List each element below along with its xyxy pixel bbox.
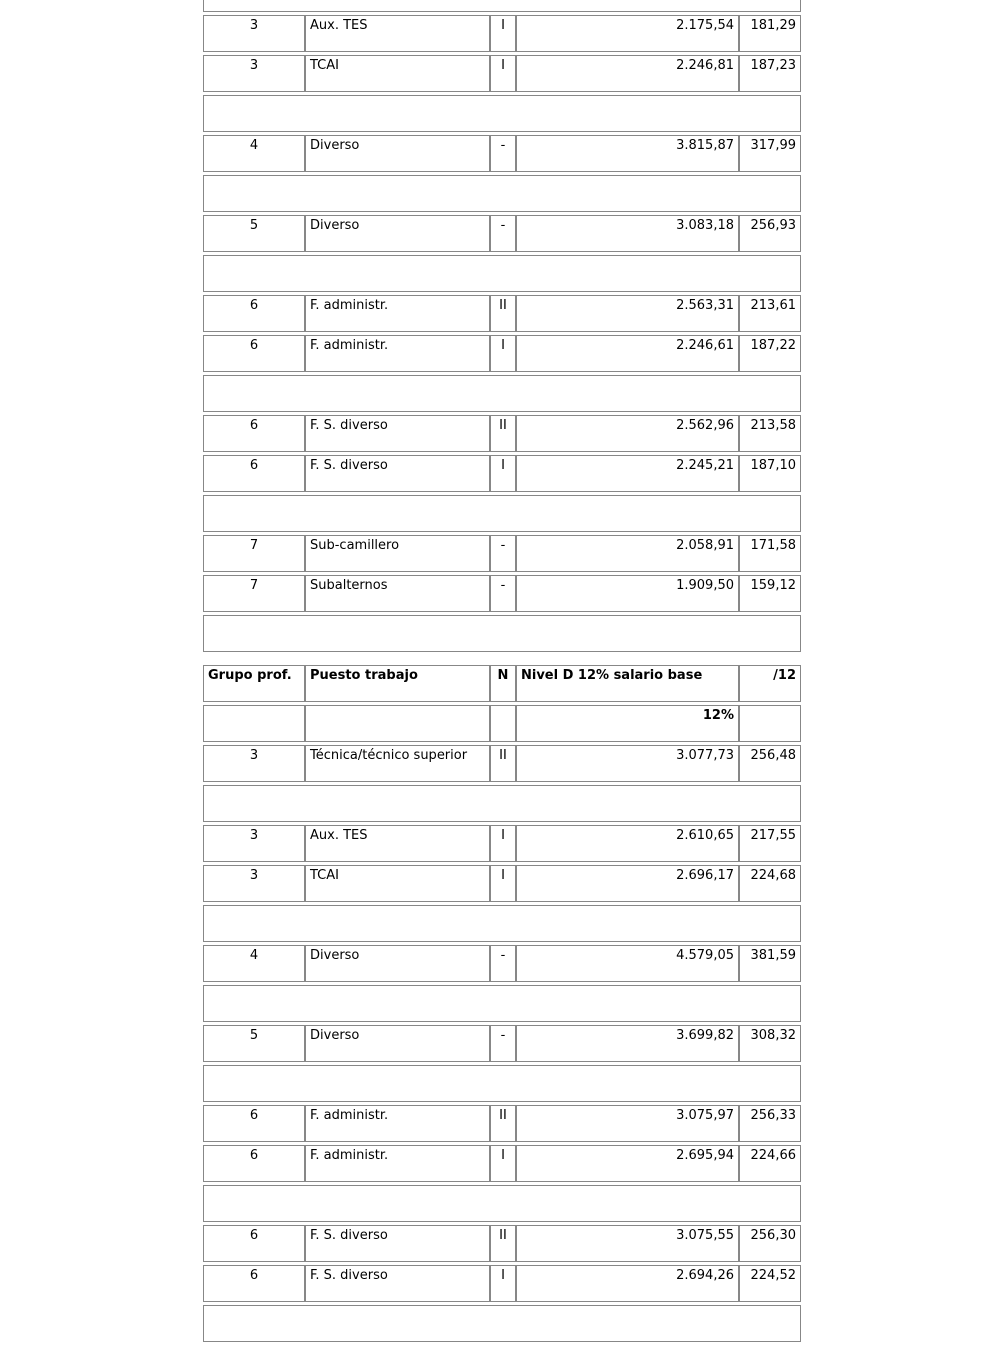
header-row [203, 665, 801, 702]
separator-cell [203, 95, 801, 132]
cell-doceavo: 381,59 [739, 945, 801, 982]
cell-doceavo: 317,99 [739, 135, 801, 172]
cell-nivel: I [490, 865, 516, 902]
table-row [203, 1025, 801, 1062]
separator-row [203, 175, 801, 212]
salary-table-upper [203, 0, 801, 655]
col-header-grupo: Grupo prof. [203, 665, 305, 702]
table-row [203, 745, 801, 782]
separator-cell [203, 1305, 801, 1342]
cell-salario: 4.579,05 [516, 945, 739, 982]
cell-salario: 3.699,82 [516, 1025, 739, 1062]
separator-cell [203, 985, 801, 1022]
cell-doceavo: 224,66 [739, 1145, 801, 1182]
separator-row [203, 1305, 801, 1342]
table-row [203, 215, 801, 252]
cell-doceavo: 181,29 [739, 15, 801, 52]
separator-row [203, 785, 801, 822]
table-row [203, 535, 801, 572]
cell-doceavo: 256,48 [739, 745, 801, 782]
cell-puesto: Diverso [305, 945, 490, 982]
cell-nivel: - [490, 135, 516, 172]
separator-cell [203, 0, 801, 12]
cell-grupo: 3 [203, 865, 305, 902]
cell-nivel: I [490, 335, 516, 372]
cell-salario: 2.696,17 [516, 865, 739, 902]
cell-puesto: Diverso [305, 215, 490, 252]
col-header-puesto: Puesto trabajo [305, 665, 490, 702]
cell-salario: 2.246,81 [516, 55, 739, 92]
separator-row [203, 905, 801, 942]
cell-nivel: II [490, 745, 516, 782]
table-row [203, 865, 801, 902]
cell-grupo: 6 [203, 415, 305, 452]
cell-puesto: Aux. TES [305, 15, 490, 52]
separator-row [203, 615, 801, 652]
cell-nivel: I [490, 1145, 516, 1182]
separator-cell [203, 175, 801, 212]
cell-grupo: 4 [203, 945, 305, 982]
subheader-empty-cell [490, 705, 516, 742]
table-row [203, 1105, 801, 1142]
cell-puesto: Diverso [305, 1025, 490, 1062]
cell-nivel: I [490, 55, 516, 92]
cell-salario: 2.175,54 [516, 15, 739, 52]
cell-nivel: - [490, 215, 516, 252]
separator-cell [203, 375, 801, 412]
separator-row [203, 1185, 801, 1222]
separator-row [203, 495, 801, 532]
cell-grupo: 6 [203, 1145, 305, 1182]
cell-salario: 2.562,96 [516, 415, 739, 452]
cell-puesto: TCAI [305, 865, 490, 902]
cell-nivel: I [490, 15, 516, 52]
cell-grupo: 6 [203, 1105, 305, 1142]
cell-grupo: 5 [203, 1025, 305, 1062]
cell-grupo: 6 [203, 335, 305, 372]
table-row [203, 1265, 801, 1302]
subheader-12pct-cell: 12% [516, 705, 739, 742]
cell-doceavo: 187,10 [739, 455, 801, 492]
separator-row [203, 95, 801, 132]
cell-doceavo: 159,12 [739, 575, 801, 612]
separator-cell [203, 495, 801, 532]
cell-doceavo: 171,58 [739, 535, 801, 572]
subheader-row [203, 705, 801, 742]
cell-grupo: 6 [203, 1225, 305, 1262]
cell-salario: 3.815,87 [516, 135, 739, 172]
table-row [203, 455, 801, 492]
cell-doceavo: 187,23 [739, 55, 801, 92]
cell-doceavo: 187,22 [739, 335, 801, 372]
cell-salario: 1.909,50 [516, 575, 739, 612]
separator-cell [203, 615, 801, 652]
cell-nivel: I [490, 455, 516, 492]
separator-cell [203, 785, 801, 822]
salary-table-lower [203, 662, 801, 1345]
cell-doceavo: 224,68 [739, 865, 801, 902]
cell-doceavo: 213,61 [739, 295, 801, 332]
cell-grupo: 7 [203, 535, 305, 572]
cell-nivel: - [490, 535, 516, 572]
subheader-empty-cell [739, 705, 801, 742]
cell-nivel: - [490, 945, 516, 982]
cell-salario: 2.610,65 [516, 825, 739, 862]
cell-nivel: I [490, 825, 516, 862]
cell-doceavo: 224,52 [739, 1265, 801, 1302]
cell-salario: 2.246,61 [516, 335, 739, 372]
document-page [203, 0, 801, 1345]
cell-salario: 2.245,21 [516, 455, 739, 492]
table-row [203, 295, 801, 332]
col-header-salario: Nivel D 12% salario base [516, 665, 739, 702]
cell-grupo: 6 [203, 455, 305, 492]
cell-grupo: 3 [203, 15, 305, 52]
cell-puesto: F. S. diverso [305, 415, 490, 452]
cell-nivel: - [490, 575, 516, 612]
table-row [203, 415, 801, 452]
cell-doceavo: 256,30 [739, 1225, 801, 1262]
table-row [203, 135, 801, 172]
separator-row [203, 985, 801, 1022]
cell-nivel: I [490, 1265, 516, 1302]
cell-nivel: II [490, 295, 516, 332]
cell-grupo: 4 [203, 135, 305, 172]
cell-puesto: F. administr. [305, 1105, 490, 1142]
cell-puesto: F. S. diverso [305, 1265, 490, 1302]
cell-doceavo: 213,58 [739, 415, 801, 452]
cell-doceavo: 217,55 [739, 825, 801, 862]
cell-doceavo: 308,32 [739, 1025, 801, 1062]
table-row [203, 15, 801, 52]
separator-cell [203, 1185, 801, 1222]
cell-puesto: F. administr. [305, 295, 490, 332]
table-row [203, 1145, 801, 1182]
cell-nivel: - [490, 1025, 516, 1062]
table-row [203, 945, 801, 982]
col-header-n: N [490, 665, 516, 702]
table-row [203, 335, 801, 372]
cell-puesto: Aux. TES [305, 825, 490, 862]
cell-puesto: F. S. diverso [305, 1225, 490, 1262]
table-row [203, 575, 801, 612]
cell-puesto: TCAI [305, 55, 490, 92]
cell-salario: 3.075,55 [516, 1225, 739, 1262]
cell-puesto: F. administr. [305, 335, 490, 372]
cell-nivel: II [490, 415, 516, 452]
separator-row [203, 0, 801, 12]
separator-row [203, 1065, 801, 1102]
subheader-empty-cell [203, 705, 305, 742]
cell-nivel: II [490, 1105, 516, 1142]
separator-cell [203, 1065, 801, 1102]
col-header-doceavo: /12 [739, 665, 801, 702]
cell-salario: 2.695,94 [516, 1145, 739, 1182]
separator-cell [203, 255, 801, 292]
separator-row [203, 375, 801, 412]
cell-doceavo: 256,33 [739, 1105, 801, 1142]
table-row [203, 825, 801, 862]
cell-grupo: 6 [203, 295, 305, 332]
cell-puesto: Sub-camillero [305, 535, 490, 572]
cell-puesto: F. S. diverso [305, 455, 490, 492]
separator-cell [203, 905, 801, 942]
cell-salario: 3.083,18 [516, 215, 739, 252]
cell-puesto: F. administr. [305, 1145, 490, 1182]
cell-grupo: 7 [203, 575, 305, 612]
cell-grupo: 3 [203, 825, 305, 862]
cell-salario: 3.077,73 [516, 745, 739, 782]
cell-salario: 2.694,26 [516, 1265, 739, 1302]
cell-doceavo: 256,93 [739, 215, 801, 252]
cell-grupo: 3 [203, 55, 305, 92]
cell-puesto: Subalternos [305, 575, 490, 612]
cell-salario: 2.058,91 [516, 535, 739, 572]
cell-grupo: 6 [203, 1265, 305, 1302]
cell-salario: 2.563,31 [516, 295, 739, 332]
subheader-empty-cell [305, 705, 490, 742]
table-row [203, 55, 801, 92]
cell-puesto: Técnica/técnico superior [305, 745, 490, 782]
table-row [203, 1225, 801, 1262]
cell-grupo: 5 [203, 215, 305, 252]
cell-grupo: 3 [203, 745, 305, 782]
cell-salario: 3.075,97 [516, 1105, 739, 1142]
separator-row [203, 255, 801, 292]
cell-nivel: II [490, 1225, 516, 1262]
cell-puesto: Diverso [305, 135, 490, 172]
